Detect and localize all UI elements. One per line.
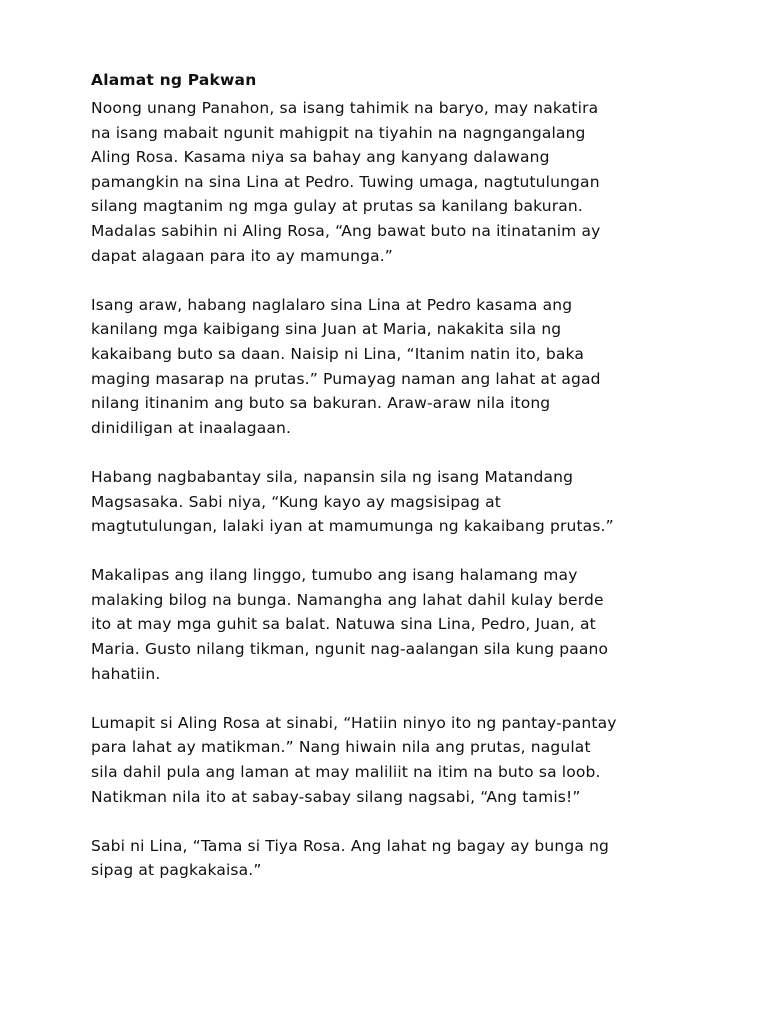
document-title: Alamat ng Pakwan xyxy=(91,71,257,89)
paragraph-line: kakaibang buto sa daan. Naisip ni Lina, “Itanim natin ito, baka xyxy=(91,344,585,363)
document-page xyxy=(91,70,691,908)
paragraph-line: Lumapit si Aling Rosa at sinabi, “Hatiin ninyo ito ng pantay-pantay xyxy=(91,713,617,732)
paragraph-line: sipag at pagkakaisa.” xyxy=(91,861,262,880)
paragraph-line: Habang nagbabantay sila, napansin sila ng isang Matandang xyxy=(91,467,574,486)
paragraph-line: Noong unang Panahon, sa isang tahimik na baryo, may nakatira xyxy=(91,99,599,117)
paragraph-3 xyxy=(91,465,691,539)
paragraph-line: sila dahil pula ang laman at may maliliit na itim na buto sa loob. xyxy=(91,763,601,782)
paragraph-line: magtutulungan, lalaki iyan at mamumunga ng kakaibang prutas.” xyxy=(91,517,614,536)
paragraph-line: kanilang mga kaibigang sina Juan at Maria, nakakita sila ng xyxy=(91,320,562,339)
paragraph-2 xyxy=(91,293,691,441)
paragraph-line: malaking bilog na bunga. Namangha ang lahat dahil kulay berde xyxy=(91,590,604,609)
paragraph-line: hahatiin. xyxy=(91,664,161,683)
paragraph-6 xyxy=(91,834,691,883)
paragraph-line: pamangkin na sina Lina at Pedro. Tuwing umaga, nagtutulungan xyxy=(91,172,600,191)
paragraph-line: maging masarap na prutas.” Pumayag naman ang lahat at agad xyxy=(91,369,601,388)
paragraph-line: dapat alagaan para ito ay mamunga.” xyxy=(91,246,393,265)
paragraph-line: Isang araw, habang naglalaro sina Lina at Pedro kasama ang xyxy=(91,295,573,314)
paragraph-line: Natikman nila ito at sabay-sabay silang nagsabi, “Ang tamis!” xyxy=(91,787,581,806)
paragraph-5 xyxy=(91,711,691,809)
paragraph-line: Sabi ni Lina, “Tama si Tiya Rosa. Ang lahat ng bagay ay bunga ng xyxy=(91,836,610,855)
paragraph-line: Madalas sabihin ni Aling Rosa, “Ang bawat buto na itinatanim ay xyxy=(91,221,601,240)
paragraph-line: Makalipas ang ilang linggo, tumubo ang isang halamang may xyxy=(91,566,578,585)
paragraph-line: Maria. Gusto nilang tikman, ngunit nag-aalangan sila kung paano xyxy=(91,640,609,659)
paragraph-line: ito at may mga guhit sa balat. Natuwa sina Lina, Pedro, Juan, at xyxy=(91,615,596,634)
paragraph-line: Aling Rosa. Kasama niya sa bahay ang kanyang dalawang xyxy=(91,148,550,167)
paragraph-line: para lahat ay matikman.” Nang hiwain nila ang prutas, nagulat xyxy=(91,738,591,757)
paragraph-1 xyxy=(91,96,691,268)
paragraph-line: silang magtanim ng mga gulay at prutas sa kanilang bakuran. xyxy=(91,197,583,216)
paragraph-line: na isang mabait ngunit mahigpit na tiyahin na nagngangalang xyxy=(91,123,586,142)
paragraph-4 xyxy=(91,563,691,686)
paragraph-line: nilang itinanim ang buto sa bakuran. Araw-araw nila itong xyxy=(91,394,551,413)
paragraph-line: dinidiligan at inaalagaan. xyxy=(91,418,292,437)
paragraph-line: Magsasaka. Sabi niya, “Kung kayo ay magsisipag at xyxy=(91,492,501,511)
